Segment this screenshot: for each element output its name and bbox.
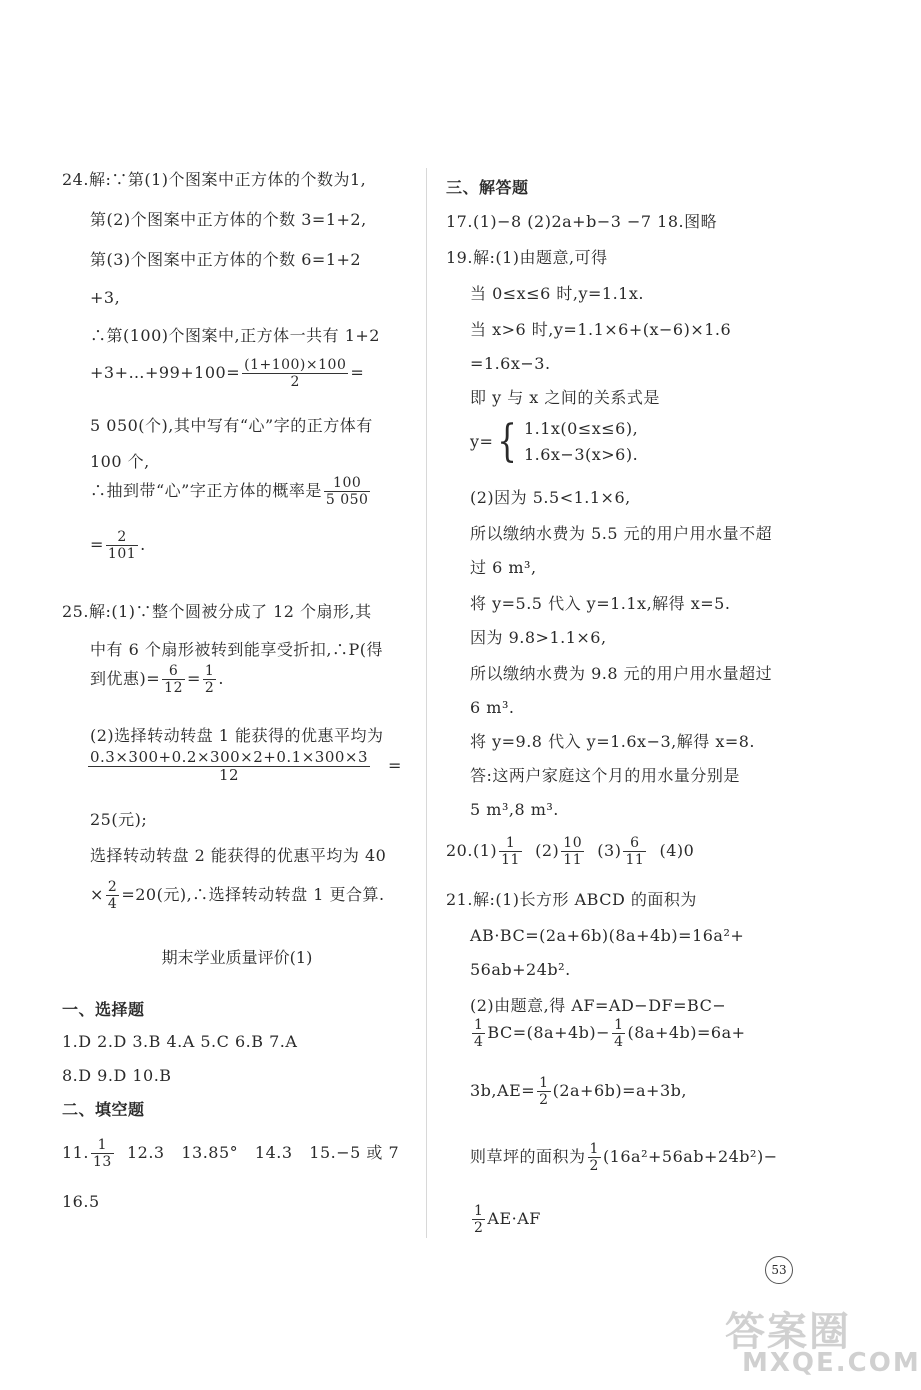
text-line: 5 050(个),其中写有“心”字的正方体有 [90, 416, 373, 435]
q20-answers: 20.(1) $\frac{1}{11}$ (2) $\frac{10}{11}$ (3) $\frac{6}{11}$ (4)0 [446, 835, 695, 868]
text-line: 因为 9.8>1.1×6, [470, 628, 607, 647]
q21-line-c: 则草坪的面积为 $\frac{1}{2}$ (16a²+56ab+24b²)− [470, 1141, 778, 1174]
fraction: $\frac{10}{11}$ [563, 835, 583, 868]
text-line: 5 m³,8 m³. [470, 800, 559, 819]
fraction: $\frac{1}{4}$ [474, 1017, 484, 1050]
text-line: (2)选择转动转盘 1 能获得的优惠平均为 [90, 726, 384, 745]
choice-answers-2: 8.D 9.D 10.B [62, 1066, 172, 1085]
fraction: $\frac{2}{101}$ [107, 529, 137, 562]
fraction: $\frac{1}{2}$ [539, 1075, 549, 1108]
fraction: $\frac{0.3\times 300+0.2\times 300\times 2+0.1\times 300\times 3}{12}$ [90, 748, 369, 784]
q21-line-a: $\frac{1}{4}$ BC=(8a+4b)− $\frac{1}{4}$ (8a+4b)=6a+ [474, 1017, 746, 1050]
text-line: 21.解:(1)长方形 ABCD 的面积为 [446, 890, 697, 909]
text-line: 将 y=9.8 代入 y=1.6x−3,解得 x=8. [470, 732, 756, 751]
spinner2-result: × $\frac{2}{4}$ =20(元),∴选择转动转盘 1 更合算. [90, 879, 385, 912]
fraction: $\frac{1}{11}$ [501, 835, 520, 868]
text-line: 6 m³. [470, 698, 515, 717]
q21-line-d: $\frac{1}{2}$ AE·AF [474, 1203, 541, 1236]
text-line: 56ab+24b². [470, 960, 571, 979]
text-line: 当 x>6 时,y=1.1×6+(x−6)×1.6 [470, 320, 732, 339]
watermark-logo: 答案圈 [725, 1309, 851, 1355]
text-line: +3, [90, 288, 121, 307]
text-line: 19.解:(1)由题意,可得 [446, 248, 608, 267]
page-number: 53 [765, 1256, 793, 1284]
fraction: $\frac{2}{4}$ [107, 879, 118, 912]
average-equation: $\frac{0.3\times 300+0.2\times 300\times 2+0.1\times 300\times 3}{12}$ = [90, 748, 402, 784]
text-line: 25(元); [90, 810, 148, 829]
text-line: 100 个, [90, 452, 150, 471]
heading-choice: 一、选择题 [62, 1000, 145, 1019]
column-divider [426, 168, 427, 1238]
text-line: 即 y 与 x 之间的关系式是 [470, 388, 660, 407]
text-line: 中有 6 个扇形被转到能享受折扣,∴P(得 [90, 640, 383, 659]
fraction: $\frac{1}{2}$ [204, 663, 215, 696]
fraction: $\frac{6}{12}$ [164, 663, 183, 696]
text-line: ∴第(100)个图案中,正方体一共有 1+2 [90, 326, 380, 345]
text-line: =1.6x−3. [470, 354, 551, 373]
text-line: 第(2)个图案中正方体的个数 3=1+2, [90, 210, 367, 229]
text-line: AB·BC=(2a+6b)(8a+4b)=16a²+ [470, 926, 745, 945]
text-line: 24.解:∵第(1)个图案中正方体的个数为1, [62, 170, 367, 189]
probability-line: ∴抽到带“心”字正方体的概率是 $\frac{100}{5 050}$ [90, 475, 369, 508]
fraction: $\frac{(1+100)\times 100}{2}$ [244, 357, 347, 390]
heading-fill: 二、填空题 [62, 1100, 145, 1119]
text-line: (2)由题意,得 AF=AD−DF=BC− [470, 996, 727, 1015]
text-line: 当 0≤x≤6 时,y=1.1x. [470, 284, 644, 303]
fraction: $\frac{100}{5 050}$ [325, 475, 369, 508]
fraction: $\frac{1}{13}$ [92, 1137, 112, 1170]
left-brace: { [497, 416, 518, 467]
heading-solve: 三、解答题 [446, 178, 529, 197]
fraction: $\frac{1}{2}$ [589, 1141, 599, 1174]
probability-result: = $\frac{2}{101}$ . [90, 529, 146, 562]
piecewise-function: y= { 1.1x(0≤x≤6), 1.6x−3(x>6). [470, 416, 639, 467]
fraction: $\frac{6}{11}$ [625, 835, 645, 868]
sum-equation: +3+…+99+100= $\frac{(1+100)\times 100}{2}$ = [90, 357, 365, 390]
text-line: 所以缴纳水费为 5.5 元的用户用水量不超 [470, 524, 773, 543]
text-line: 选择转动转盘 2 能获得的优惠平均为 40 [90, 846, 387, 865]
fill-answers-1: 11. $\frac{1}{13}$ 12.3 13.85° 14.3 15.−5 或 7 [62, 1137, 400, 1170]
text-line: 答:这两户家庭这个月的用水量分别是 [470, 766, 740, 785]
q21-line-b: 3b,AE= $\frac{1}{2}$ (2a+6b)=a+3b, [470, 1075, 687, 1108]
choice-answers-1: 1.D 2.D 3.B 4.A 5.C 6.B 7.A [62, 1032, 298, 1051]
fraction: $\frac{1}{2}$ [474, 1203, 484, 1236]
text-line: (2)因为 5.5<1.1×6, [470, 488, 631, 507]
p-discount-line: 到优惠)= $\frac{6}{12}$ = $\frac{1}{2}$ . [90, 663, 224, 696]
text-line: 所以缴纳水费为 9.8 元的用户用水量超过 [470, 664, 773, 683]
section-title: 期末学业质量评价(1) [161, 948, 313, 967]
text-line: 17.(1)−8 (2)2a+b−3 −7 18.图略 [446, 212, 718, 231]
fraction: $\frac{1}{4}$ [614, 1017, 624, 1050]
text-line: 过 6 m³, [470, 558, 537, 577]
text-line: 第(3)个图案中正方体的个数 6=1+2 [90, 250, 362, 269]
fill-answers-2: 16.5 [62, 1192, 100, 1211]
text-line: 将 y=5.5 代入 y=1.1x,解得 x=5. [470, 594, 731, 613]
watermark-url: MXQE.COM [742, 1348, 921, 1378]
text-line: 25.解:(1)∵整个圆被分成了 12 个扇形,其 [62, 602, 372, 621]
